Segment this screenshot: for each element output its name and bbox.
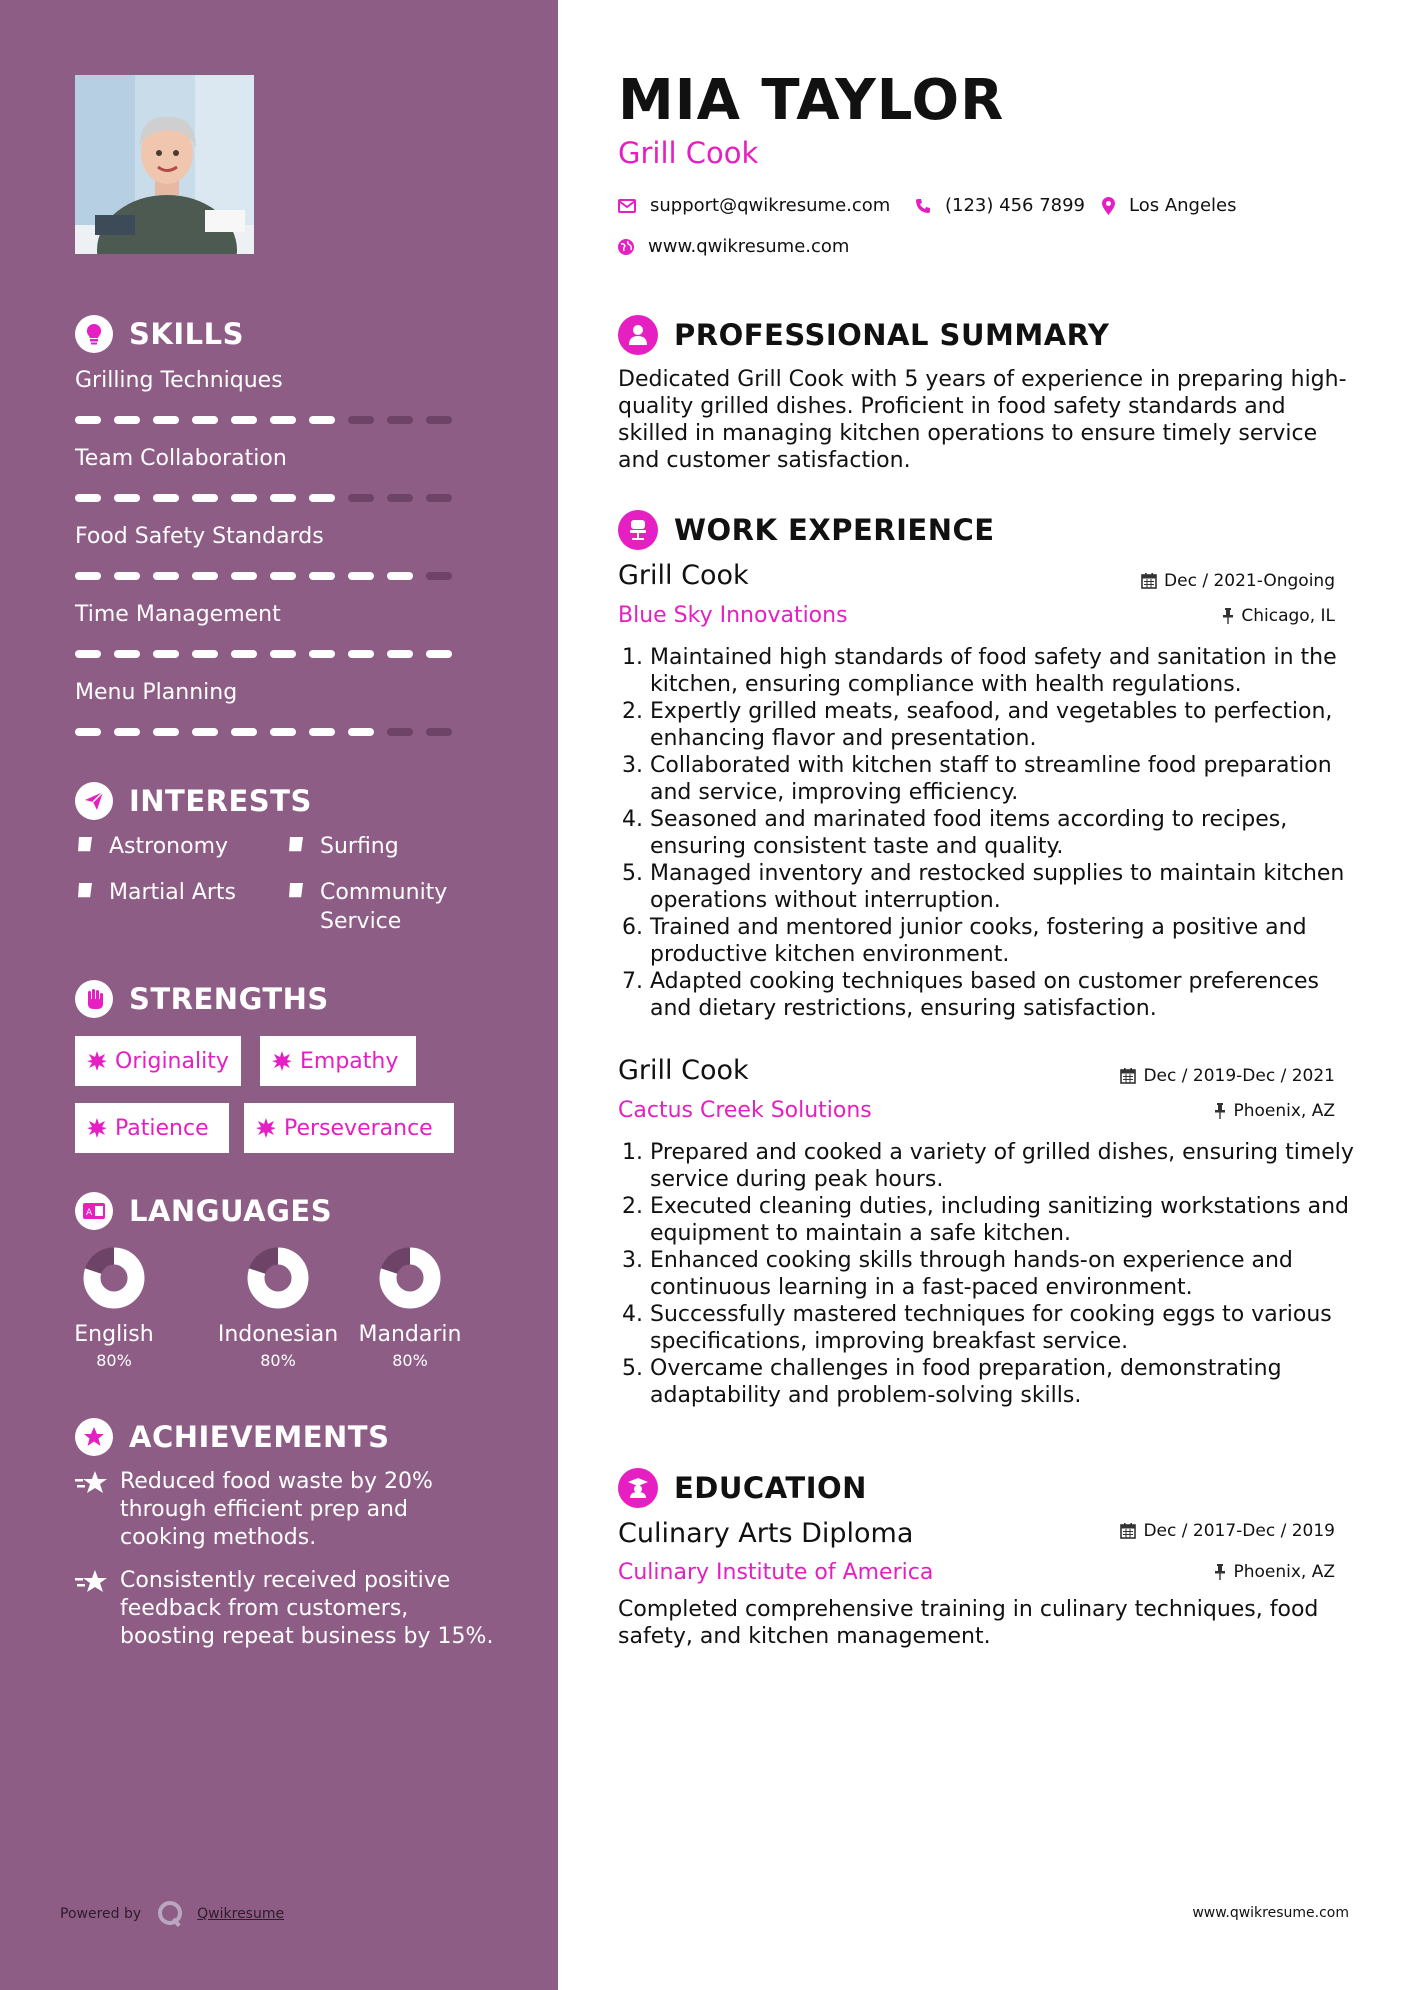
qwikresume-link[interactable]: Qwikresume bbox=[197, 1906, 285, 1922]
skill-dash bbox=[270, 494, 296, 502]
skill-dash bbox=[387, 650, 413, 658]
strengths-title: STRENGTHS bbox=[129, 982, 329, 1016]
skill-name: Team Collaboration bbox=[75, 446, 287, 471]
experience-heading bbox=[618, 510, 995, 550]
profile-photo bbox=[75, 75, 254, 254]
pushpin-icon bbox=[1214, 1103, 1226, 1119]
job-bullet: 5. Managed inventory and restocked supplies to maintain kitchen operations without interruption. bbox=[650, 860, 1358, 914]
education-dates: Dec / 2017-Dec / 2019 bbox=[1120, 1521, 1335, 1541]
language-item bbox=[208, 1246, 348, 1370]
job-bullet: 4. Successfully mastered techniques for cooking eggs to various specifications, improving breakfast service. bbox=[650, 1301, 1358, 1355]
graduate-icon bbox=[618, 1468, 658, 1508]
raised-hand-icon bbox=[75, 980, 113, 1018]
education-degree: Culinary Arts Diploma bbox=[618, 1518, 914, 1549]
skill-dash bbox=[270, 728, 296, 736]
skill-dash bbox=[114, 494, 140, 502]
job-title: Grill Cook bbox=[618, 560, 749, 591]
star-icon bbox=[75, 1468, 120, 1552]
language-ring bbox=[246, 1246, 310, 1310]
skill-item bbox=[75, 602, 455, 658]
phone-icon bbox=[915, 198, 931, 214]
skill-dash bbox=[309, 650, 335, 658]
job-bullet: 1. Prepared and cooked a variety of grilled dishes, ensuring timely service during peak hours. bbox=[650, 1139, 1358, 1193]
strength-chip: Empathy bbox=[260, 1036, 416, 1086]
job-bullet: 6. Trained and mentored junior cooks, fostering a positive and productive kitchen environment. bbox=[650, 914, 1358, 968]
experience-title: WORK EXPERIENCE bbox=[674, 513, 995, 547]
languages-title: LANGUAGES bbox=[129, 1194, 333, 1228]
job-location: Chicago, IL bbox=[1222, 606, 1335, 626]
language-ring bbox=[378, 1246, 442, 1310]
interest-item bbox=[286, 878, 466, 936]
pushpin-icon bbox=[1214, 1564, 1226, 1580]
skill-dash bbox=[309, 494, 335, 502]
achievements-title: ACHIEVEMENTS bbox=[129, 1420, 390, 1454]
calendar-icon bbox=[1141, 573, 1157, 589]
skill-level-bar bbox=[75, 494, 455, 502]
skill-dash bbox=[270, 416, 296, 424]
education-title: EDUCATION bbox=[674, 1471, 867, 1505]
skills-heading bbox=[75, 315, 244, 353]
paper-plane-icon bbox=[75, 782, 113, 820]
book-icon bbox=[75, 878, 109, 909]
skill-name: Menu Planning bbox=[75, 680, 238, 705]
skill-dash bbox=[75, 650, 101, 658]
skill-dash bbox=[153, 416, 179, 424]
skill-dash bbox=[75, 494, 101, 502]
skill-dash bbox=[426, 494, 452, 502]
skill-dash bbox=[348, 728, 374, 736]
language-name: Indonesian bbox=[217, 1322, 339, 1347]
candidate-name: MIA TAYLOR bbox=[618, 68, 1005, 133]
interests-heading bbox=[75, 782, 312, 820]
skill-dash bbox=[270, 650, 296, 658]
skill-dash bbox=[114, 650, 140, 658]
skill-dash bbox=[231, 572, 257, 580]
job-bullet: 2. Expertly grilled meats, seafood, and vegetables to perfection, enhancing flavor and presentation. bbox=[650, 698, 1358, 752]
job-dates: Dec / 2021-Ongoing bbox=[1141, 571, 1335, 591]
job-bullet: 1. Maintained high standards of food safety and sanitation in the kitchen, ensuring compliance with health regulations. bbox=[650, 644, 1358, 698]
calendar-icon bbox=[1120, 1068, 1136, 1084]
skill-dash bbox=[348, 572, 374, 580]
skill-item bbox=[75, 446, 455, 502]
skill-name: Grilling Techniques bbox=[75, 368, 283, 393]
skill-dash bbox=[309, 416, 335, 424]
interest-item bbox=[75, 832, 255, 863]
skill-dash bbox=[75, 572, 101, 580]
contact-email[interactable]: support@qwikresume.com bbox=[618, 195, 890, 216]
skill-dash bbox=[348, 494, 374, 502]
skill-dash bbox=[348, 416, 374, 424]
skills-title: SKILLS bbox=[129, 317, 244, 351]
job-title: Grill Cook bbox=[618, 1055, 749, 1086]
skill-dash bbox=[426, 650, 452, 658]
powered-by-label: Powered by bbox=[60, 1906, 142, 1922]
skill-dash bbox=[192, 416, 218, 424]
strengths-heading bbox=[75, 980, 329, 1018]
skill-dash bbox=[231, 416, 257, 424]
interest-label: Surfing bbox=[320, 834, 399, 859]
lightbulb-icon bbox=[75, 315, 113, 353]
contact-phone[interactable]: (123) 456 7899 bbox=[915, 195, 1085, 216]
skill-dash bbox=[270, 572, 296, 580]
powered-by bbox=[60, 1900, 284, 1928]
education-heading bbox=[618, 1468, 867, 1508]
strength-chip: Originality bbox=[75, 1036, 241, 1086]
language-name: Mandarin bbox=[358, 1322, 462, 1347]
summary-heading bbox=[618, 315, 1109, 355]
qwikresume-logo-icon bbox=[157, 1900, 185, 1928]
skill-item bbox=[75, 368, 455, 424]
skill-dash bbox=[426, 416, 452, 424]
language-level: 80% bbox=[96, 1351, 132, 1370]
job-bullets bbox=[618, 1139, 1358, 1409]
book-icon bbox=[286, 832, 320, 863]
language-item bbox=[44, 1246, 184, 1370]
strength-chip: Patience bbox=[75, 1103, 229, 1153]
interest-label: Community Service bbox=[320, 880, 448, 934]
summary-title: PROFESSIONAL SUMMARY bbox=[674, 318, 1110, 352]
job-company: Blue Sky Innovations bbox=[618, 603, 848, 628]
skill-name: Time Management bbox=[75, 602, 281, 627]
strength-chip: Perseverance bbox=[244, 1103, 454, 1153]
language-ring bbox=[82, 1246, 146, 1310]
language-item bbox=[340, 1246, 480, 1370]
education-school: Culinary Institute of America bbox=[618, 1560, 934, 1585]
globe-icon bbox=[618, 239, 634, 255]
skill-dash bbox=[75, 416, 101, 424]
job-bullet: 3. Enhanced cooking skills through hands-on experience and continuous learning in a fast-paced environment. bbox=[650, 1247, 1358, 1301]
achievement-text: Reduced food waste by 20% through efficient prep and cooking methods. bbox=[120, 1469, 433, 1550]
skill-dash bbox=[387, 572, 413, 580]
translate-icon bbox=[75, 1192, 113, 1230]
contact-location: Los Angeles bbox=[1102, 195, 1237, 216]
achievements-heading bbox=[75, 1418, 389, 1456]
skill-dash bbox=[309, 572, 335, 580]
skill-level-bar bbox=[75, 572, 455, 580]
map-pin-icon bbox=[1102, 197, 1115, 215]
star-icon bbox=[75, 1567, 120, 1651]
svg-text:A: A bbox=[86, 1208, 93, 1218]
language-level: 80% bbox=[392, 1351, 428, 1370]
skill-dash bbox=[231, 494, 257, 502]
star-badge-icon bbox=[75, 1418, 113, 1456]
skill-name: Food Safety Standards bbox=[75, 524, 324, 549]
skill-dash bbox=[153, 494, 179, 502]
skill-item bbox=[75, 680, 455, 736]
achievement-item bbox=[75, 1468, 495, 1552]
skill-dash bbox=[153, 572, 179, 580]
burst-icon bbox=[256, 1118, 276, 1138]
skill-dash bbox=[192, 494, 218, 502]
skill-dash bbox=[153, 728, 179, 736]
achievement-item bbox=[75, 1567, 495, 1651]
candidate-title: Grill Cook bbox=[618, 136, 759, 170]
job-company: Cactus Creek Solutions bbox=[618, 1098, 872, 1123]
interest-item bbox=[286, 832, 486, 863]
job-bullet: 7. Adapted cooking techniques based on customer preferences and dietary restrictions, ensuring satisfaction. bbox=[650, 968, 1358, 1022]
skill-dash bbox=[426, 728, 452, 736]
book-icon bbox=[286, 878, 320, 936]
job-bullet: 3. Collaborated with kitchen staff to streamline food preparation and service, improving efficiency. bbox=[650, 752, 1358, 806]
education-location: Phoenix, AZ bbox=[1214, 1562, 1335, 1582]
interest-label: Martial Arts bbox=[109, 880, 237, 905]
skill-level-bar bbox=[75, 728, 455, 736]
language-level: 80% bbox=[260, 1351, 296, 1370]
pushpin-icon bbox=[1222, 608, 1234, 624]
footer-website-link[interactable]: www.qwikresume.com bbox=[1192, 1905, 1349, 1921]
skill-dash bbox=[231, 650, 257, 658]
achievement-text: Consistently received positive feedback from customers, boosting repeat business by 15%. bbox=[120, 1568, 494, 1649]
skill-dash bbox=[75, 728, 101, 736]
sidebar bbox=[0, 0, 558, 1990]
language-name: English bbox=[74, 1322, 154, 1347]
skill-dash bbox=[231, 728, 257, 736]
skill-dash bbox=[387, 494, 413, 502]
chair-icon bbox=[618, 510, 658, 550]
job-bullet: 2. Executed cleaning duties, including sanitizing workstations and equipment to maintain a safe kitchen. bbox=[650, 1193, 1358, 1247]
skill-dash bbox=[192, 650, 218, 658]
email-icon bbox=[618, 199, 636, 213]
skill-dash bbox=[114, 416, 140, 424]
interests-title: INTERESTS bbox=[129, 784, 312, 818]
education-description: Completed comprehensive training in culinary techniques, food safety, and kitchen management. bbox=[618, 1597, 1319, 1649]
skill-level-bar bbox=[75, 416, 455, 424]
skill-dash bbox=[114, 572, 140, 580]
book-icon bbox=[75, 832, 109, 863]
skill-dash bbox=[192, 572, 218, 580]
calendar-icon bbox=[1120, 1523, 1136, 1539]
skill-level-bar bbox=[75, 650, 455, 658]
contact-website[interactable]: www.qwikresume.com bbox=[618, 236, 849, 257]
summary-text: Dedicated Grill Cook with 5 years of experience in preparing high-quality grilled dishes. Proficient in food safety standards and skilled in managing kitchen operations to ensure timely service and customer satisfaction. bbox=[618, 367, 1347, 473]
job-bullets bbox=[618, 644, 1358, 1022]
job-bullet: 4. Seasoned and marinated food items according to recipes, ensuring consistent taste and quality. bbox=[650, 806, 1358, 860]
skill-dash bbox=[387, 416, 413, 424]
skill-dash bbox=[348, 650, 374, 658]
job-bullet: 5. Overcame challenges in food preparation, demonstrating adaptability and problem-solving skills. bbox=[650, 1355, 1358, 1409]
skill-dash bbox=[387, 728, 413, 736]
interest-label: Astronomy bbox=[109, 834, 229, 859]
skill-dash bbox=[114, 728, 140, 736]
burst-icon bbox=[272, 1051, 292, 1071]
burst-icon bbox=[87, 1118, 107, 1138]
skill-dash bbox=[309, 728, 335, 736]
main-content bbox=[558, 0, 1407, 1990]
job-location: Phoenix, AZ bbox=[1214, 1101, 1335, 1121]
user-icon bbox=[618, 315, 658, 355]
job-dates: Dec / 2019-Dec / 2021 bbox=[1120, 1066, 1335, 1086]
skill-dash bbox=[153, 650, 179, 658]
skill-dash bbox=[426, 572, 452, 580]
skill-dash bbox=[192, 728, 218, 736]
burst-icon bbox=[87, 1051, 107, 1071]
languages-heading bbox=[75, 1192, 332, 1230]
skill-item bbox=[75, 524, 455, 580]
interest-item bbox=[75, 878, 255, 909]
